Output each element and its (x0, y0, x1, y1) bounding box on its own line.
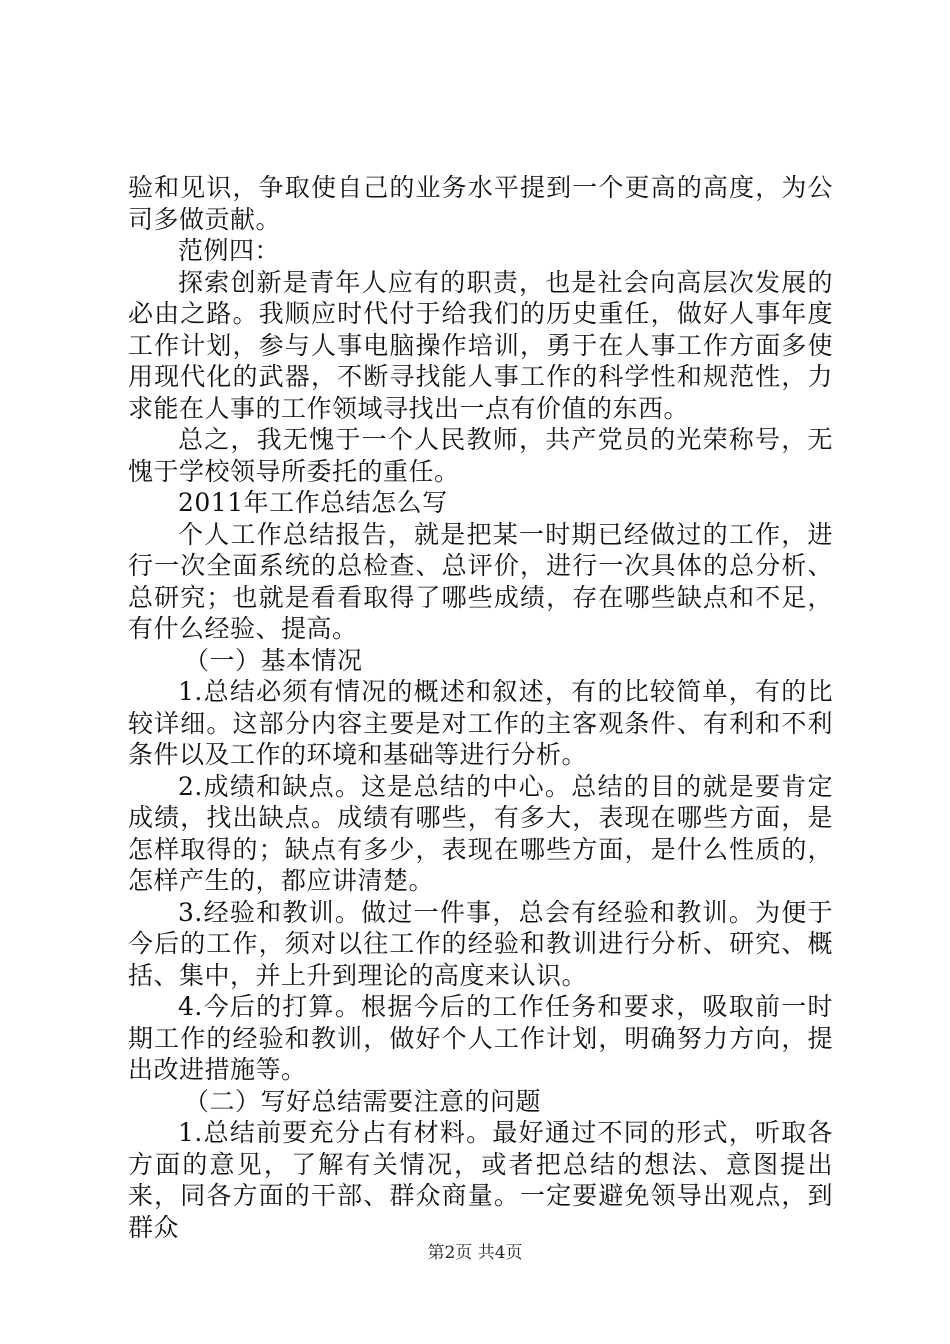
document-body (128, 172, 833, 1243)
list-item-notes-1: 1.总结前要充分占有材料。最好通过不同的形式，听取各方面的意见，了解有关情况，或者把总结的想法、意图提出来，同各方面的干部、群众商量。一定要避免领导出观点，到群众 (128, 1118, 833, 1242)
example-four-heading: 范例四： (178, 236, 281, 265)
list-item-1: 1.总结必须有情况的概述和叙述，有的比较简单，有的比较详细。这部分内容主要是对工作的主客观条件、有利和不利条件以及工作的环境和基础等进行分析。 (128, 677, 833, 769)
subheading-basic-situation: （一）基本情况 (184, 645, 363, 675)
paragraph-conclusion: 总之，我无愧于一个人民教师，共产党员的光荣称号，无愧于学校领导所委托的重任。 (128, 425, 833, 486)
paragraph-1: 验和见识，争取使自己的业务水平提到一个更高的高度，为公司多做贡献。 (128, 173, 833, 234)
paragraph-definition: 个人工作总结报告，就是把某一时期已经做过的工作，进行一次全面系统的总检查、总评价，进行一次具体的总分析、总研究；也就是看看取得了哪些成绩，存在哪些缺点和不足，有什么经验、提高。 (128, 519, 833, 643)
list-item-2: 2.成绩和缺点。这是总结的中心。总结的目的就是要肯定成绩，找出缺点。成绩有哪些，有多大，表现在哪些方面，是怎样取得的；缺点有多少，表现在哪些方面，是什么性质的，怎样产生的，都应讲清楚。 (128, 771, 833, 895)
page-footer: 第2页 共4页 (427, 1243, 523, 1263)
list-item-3: 3.经验和教训。做过一件事，总会有经验和教训。为便于今后的工作，须对以往工作的经验和教训进行分析、研究、概括、集中，并上升到理论的高度来认识。 (128, 897, 833, 990)
subheading-notes: （二）写好总结需要注意的问题 (184, 1086, 542, 1116)
paragraph-innovation: 探索创新是青年人应有的职责，也是社会向高层次发展的必由之路。我顺应时代付于给我们的历史重任，做好人事年度工作计划，参与人事电脑操作培训，勇于在人事工作方面多使用现代化的武器，不断寻找能人事工作的科学性和规范性，力求能在人事的工作领域寻找出一点有价值的东西。 (128, 267, 833, 423)
section-title: 2011年工作总结怎么写 (178, 488, 448, 517)
list-item-4: 4.今后的打算。根据今后的工作任务和要求，吸取前一时期工作的经验和教训，做好个人工作计划，明确努力方向，提出改进措施等。 (128, 992, 833, 1084)
